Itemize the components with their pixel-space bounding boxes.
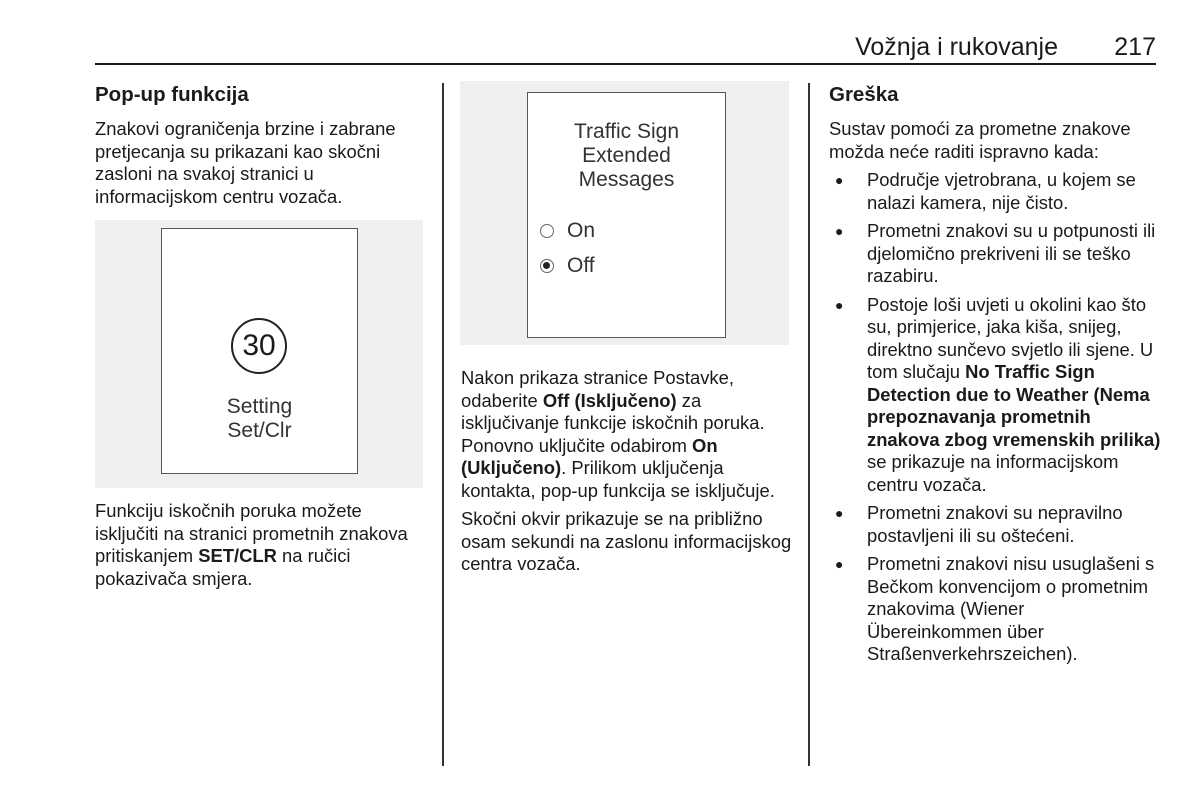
title-line: Extended — [582, 144, 671, 167]
text-run: za isključivanje funkcije iskočnih poruka. Ponovno uključite odabirom — [461, 389, 765, 456]
body-paragraph: Skočni okvir prikazuje se na približno osam sekundi na zaslonu informacijskog centra vozača. — [461, 508, 792, 574]
column-divider — [442, 83, 444, 766]
bold-run: No Traffic Sign Detection due to Weather (Nema prepoznavanja prometnih znakova zbog vremenskih prilika) — [867, 361, 1161, 450]
speed-sign-figure — [95, 220, 423, 488]
bold-run: Off (Isključeno) — [542, 389, 677, 411]
display-screen — [527, 92, 726, 338]
display-title — [528, 120, 725, 192]
column-left — [95, 83, 430, 590]
text-run: na ručici pokazivača smjera. — [95, 545, 351, 589]
column-divider — [808, 83, 810, 766]
column-middle — [461, 83, 801, 576]
bullet-list — [829, 169, 1164, 666]
bold-run: On (Uključeno) — [461, 434, 718, 478]
display-screen — [161, 228, 358, 474]
list-item: ● Prometni znakovi su nepravilno postavljeni ili su oštećeni. — [829, 502, 1164, 547]
list-item — [829, 294, 1164, 497]
settings-figure — [461, 83, 789, 345]
option-label: On — [567, 219, 596, 242]
bold-run: SET/CLR — [198, 545, 277, 566]
body-paragraph — [95, 500, 430, 590]
text-run: Nakon prikaza stranice Postavke, odaberite — [461, 367, 734, 411]
text-run: Funkciju iskočnih poruka možete isključiti na stranici prometnih znakova pritiskanjem — [95, 500, 408, 566]
caption-line: Set/Clr — [227, 419, 292, 442]
caption-line: Setting — [226, 395, 293, 418]
list-item: ● Prometni znakovi su u potpunosti ili djelomično prekriveni ili se teško razabiru. — [829, 220, 1164, 288]
title-line: Messages — [578, 168, 675, 191]
section-heading: Pop-up funkcija — [95, 83, 249, 106]
list-item: ● Područje vjetrobrana, u kojem se nalazi kamera, nije čisto. — [829, 169, 1164, 214]
speed-limit-value: 30 — [242, 328, 276, 362]
text-run: Postoje loši uvjeti u okolini kao što su, primjerice, jaka kiša, snijeg, direktno sunčevo svjetlo ili sjene. U tom slučaju — [867, 293, 1154, 382]
radio-selected-icon — [540, 259, 554, 273]
text-run: . Prilikom uključenja kontakta, pop-up funkcija se isključuje. — [461, 457, 775, 501]
list-item: ● Prometni znakovi nisu usuglašeni s Bečkom konvencijom o prometnim znakovima (Wiener Übereinkommen über Straßenverkehrszeichen). — [829, 553, 1164, 666]
option-label: Off — [567, 254, 595, 277]
body-paragraph — [461, 367, 801, 502]
display-caption — [162, 395, 357, 443]
radio-unselected-icon — [540, 224, 554, 238]
column-right — [829, 83, 1164, 672]
header-rule — [95, 63, 1156, 65]
section-title: Vožnja i rukovanje — [855, 33, 1058, 61]
intro-paragraph: Sustav pomoći za prometne znakove možda neće raditi ispravno kada: — [829, 118, 1131, 162]
option-on — [540, 220, 595, 243]
page-number: 217 — [1114, 33, 1156, 61]
text-run: se prikazuje na informacijskom centru vozača. — [867, 451, 1119, 495]
speed-limit-sign-icon — [231, 318, 287, 374]
option-off — [540, 255, 595, 278]
section-heading: Greška — [829, 83, 899, 106]
intro-paragraph: Znakovi ograničenja brzine i zabrane pretjecanja su prikazani kao skočni zasloni na svakoj stranici u informacijskom centru vozača. — [95, 118, 396, 207]
title-line: Traffic Sign — [573, 120, 680, 143]
